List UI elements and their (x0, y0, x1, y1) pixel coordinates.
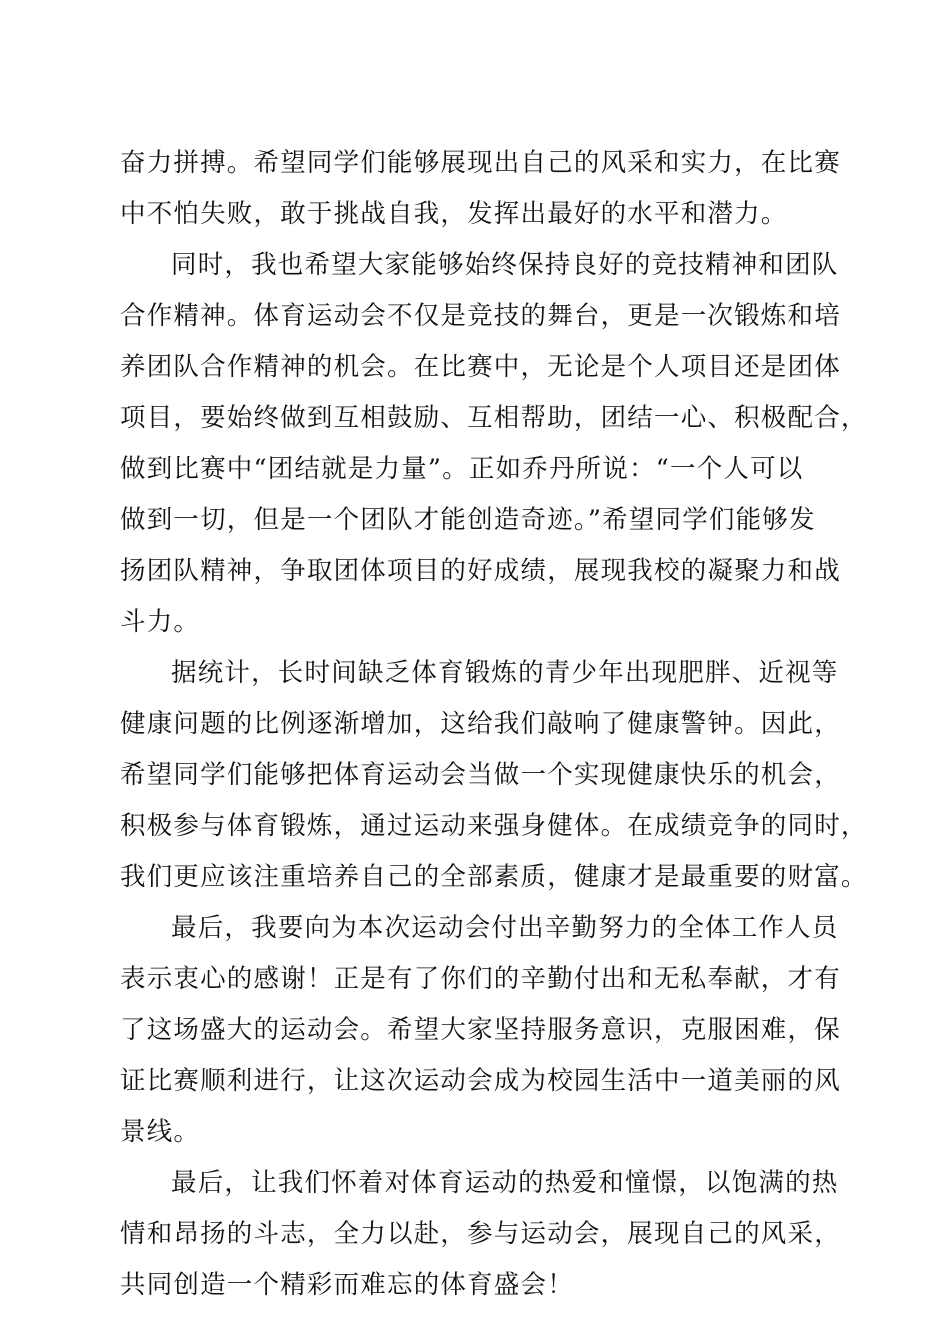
paragraph-3 (120, 648, 868, 903)
text-line (120, 648, 839, 699)
text-line: 表示衷心的感谢！正是有了你们的辛勤付出和无私奉献，才有 (120, 964, 841, 994)
paragraph-2 (120, 240, 868, 648)
text-line: 希望同学们能够把体育运动会当做一个实现健康快乐的机会， (120, 760, 841, 790)
text-line: 证比赛顺利进行，让这次运动会成为校园生活中一道美丽的风 (120, 1066, 841, 1096)
text-line: 中不怕失败，敢于挑战自我，发挥出最好的水平和潜力。 (120, 199, 788, 229)
text-line (120, 903, 839, 954)
text-line (120, 240, 839, 291)
text-line: 积极参与体育锻炼，通过运动来强身健体。在成绩竞争的同时， (120, 811, 868, 841)
text-line-content: 最后，让我们怀着对体育运动的热爱和憧憬，以饱满的热 (171, 1168, 839, 1198)
paragraph-5 (120, 1158, 841, 1311)
body-text (120, 138, 868, 1311)
text-line: 做到比赛中“团结就是力量”。正如乔丹所说：“一个人可以 (120, 454, 804, 484)
text-line: 合作精神。体育运动会不仅是竞技的舞台，更是一次锻炼和培 (120, 301, 841, 331)
text-line: 景线。 (120, 1117, 201, 1147)
text-line: 健康问题的比例逐渐增加，这给我们敲响了健康警钟。因此， (120, 709, 841, 739)
text-line: 情和昂扬的斗志，全力以赴，参与运动会，展现自己的风采， (120, 1219, 841, 1249)
paragraph-4 (120, 903, 841, 1158)
text-line: 我们更应该注重培养自己的全部素质，健康才是最重要的财富。 (120, 862, 868, 892)
text-line: 斗力。 (120, 607, 201, 637)
text-line (120, 1158, 839, 1209)
text-line: 扬团队精神，争取团体项目的好成绩，展现我校的凝聚力和战 (120, 556, 841, 586)
text-line: 了这场盛大的运动会。希望大家坚持服务意识，克服困难，保 (120, 1015, 841, 1045)
paragraph-1 (120, 138, 841, 240)
text-line: 共同创造一个精彩而难忘的体育盛会！ (120, 1270, 574, 1300)
text-line-content: 据统计，长时间缺乏体育锻炼的青少年出现肥胖、近视等 (171, 658, 839, 688)
text-line: 做到一切，但是一个团队才能创造奇迹。”希望同学们能够发 (120, 505, 816, 535)
text-line: 养团队合作精神的机会。在比赛中，无论是个人项目还是团体 (120, 352, 841, 382)
text-line-content: 最后，我要向为本次运动会付出辛勤努力的全体工作人员 (171, 913, 839, 943)
text-line: 项目，要始终做到互相鼓励、互相帮助，团结一心、积极配合， (120, 403, 868, 433)
text-line-content: 同时，我也希望大家能够始终保持良好的竞技精神和团队 (171, 250, 839, 280)
text-line: 奋力拼搏。希望同学们能够展现出自己的风采和实力，在比赛 (120, 148, 841, 178)
